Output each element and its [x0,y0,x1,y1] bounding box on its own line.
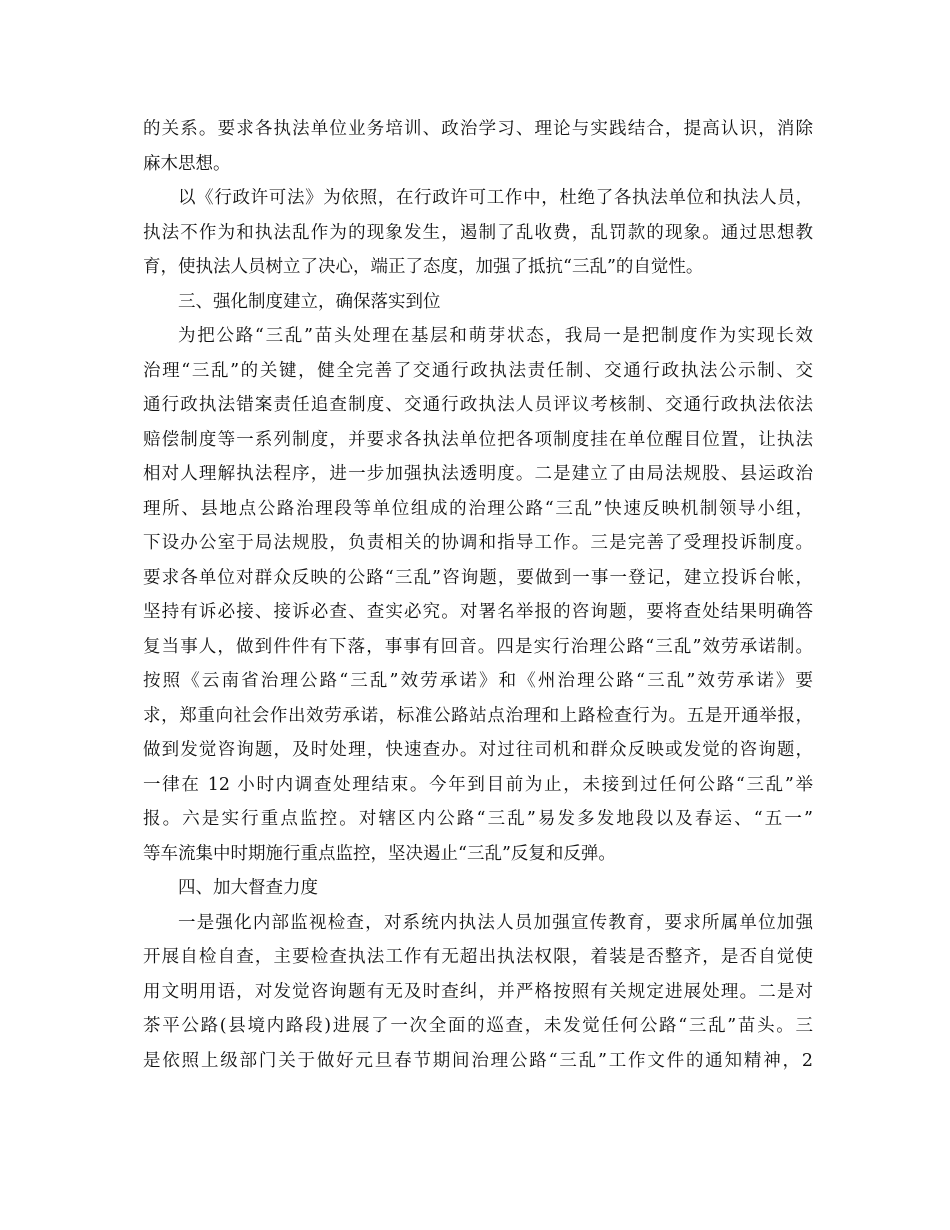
text-line: 按照《云南省治理公路“三乱”效劳承诺》和《州治理公路“三乱”效劳承诺》要 [143,671,813,691]
text-line: 下设办公室于局法规股，负责相关的协调和指导工作。三是完善了受理投诉制度。 [143,533,813,553]
text-line: 是依照上级部门关于做好元旦春节期间治理公路“三乱”工作文件的通知精神，2 [143,1050,813,1071]
text-line: 茶平公路(县境内路段)进展了一次全面的巡查，未发觉任何公路“三乱”苗头。三 [143,1016,813,1036]
text-line: 要求各单位对群众反映的公路“三乱”咨询题，要做到一事一登记，建立投诉台帐， [143,567,813,588]
text-line: 通行政执法错案责任追查制度、交通行政执法人员评议考核制、交通行政执法依法 [143,395,813,415]
text-line: 育，使执法人员树立了决心，端正了态度，加强了抵抗“三乱”的自觉性。 [143,257,704,277]
text-line: 治理“三乱”的关键，健全完善了交通行政执法责任制、交通行政执法公示制、交 [143,360,813,381]
text-line: 求，郑重向社会作出效劳承诺，标准公路站点治理和上路检查行为。五是开通举报， [143,705,813,726]
document-body [143,112,813,1078]
text-line: 麻木思想。 [143,153,231,174]
text-line: 四、加大督查力度 [178,878,318,898]
text-line: 用文明用语，对发觉咨询题有无及时查纠，并严格按照有关规定进展处理。二是对 [143,981,813,1002]
text-line: 开展自检自查，主要检查执法工作有无超出执法权限，着装是否整齐，是否自觉使 [143,947,813,967]
text-line: 理所、县地点公路治理段等单位组成的治理公路“三乱”快速反映机制领导小组， [143,498,813,519]
text-line: 为把公路“三乱”苗头处理在基层和萌芽状态，我局一是把制度作为实现长效 [178,326,813,346]
text-line: 坚持有诉必接、接诉必查、查实必究。对署名举报的咨询题，要将查处结果明确答 [143,602,813,622]
text-line: 一律在 12 小时内调查处理结束。今年到目前为止，未接到过任何公路“三乱”举 [143,774,813,795]
text-line: 的关系。要求各执法单位业务培训、政治学习、理论与实践结合，提高认识，消除 [143,119,813,139]
text-line: 执法不作为和执法乱作为的现象发生，遏制了乱收费，乱罚款的现象。通过思想教 [143,222,813,243]
text-line: 赔偿制度等一系列制度，并要求各执法单位把各项制度挂在单位醒目位置，让执法 [143,429,813,450]
text-line: 相对人理解执法程序，进一步加强执法透明度。二是建立了由局法规股、县运政治 [143,464,813,484]
text-line: 一是强化内部监视检查，对系统内执法人员加强宣传教育，要求所属单位加强 [178,912,813,933]
text-line: 等车流集中时期施行重点监控，坚决遏止“三乱”反复和反弹。 [143,843,616,864]
text-line: 以《行政许可法》为依照，在行政许可工作中，杜绝了各执法单位和执法人员， [178,188,813,208]
text-line: 做到发觉咨询题，及时处理，快速查办。对过往司机和群众反映或发觉的咨询题， [143,740,813,760]
text-line: 报。六是实行重点监控。对辖区内公路“三乱”易发多发地段以及春运、“五一” [143,809,813,829]
text-line: 复当事人，做到件件有下落，事事有回音。四是实行治理公路“三乱”效劳承诺制。 [143,636,813,657]
text-line: 三、强化制度建立，确保落实到位 [178,291,441,312]
